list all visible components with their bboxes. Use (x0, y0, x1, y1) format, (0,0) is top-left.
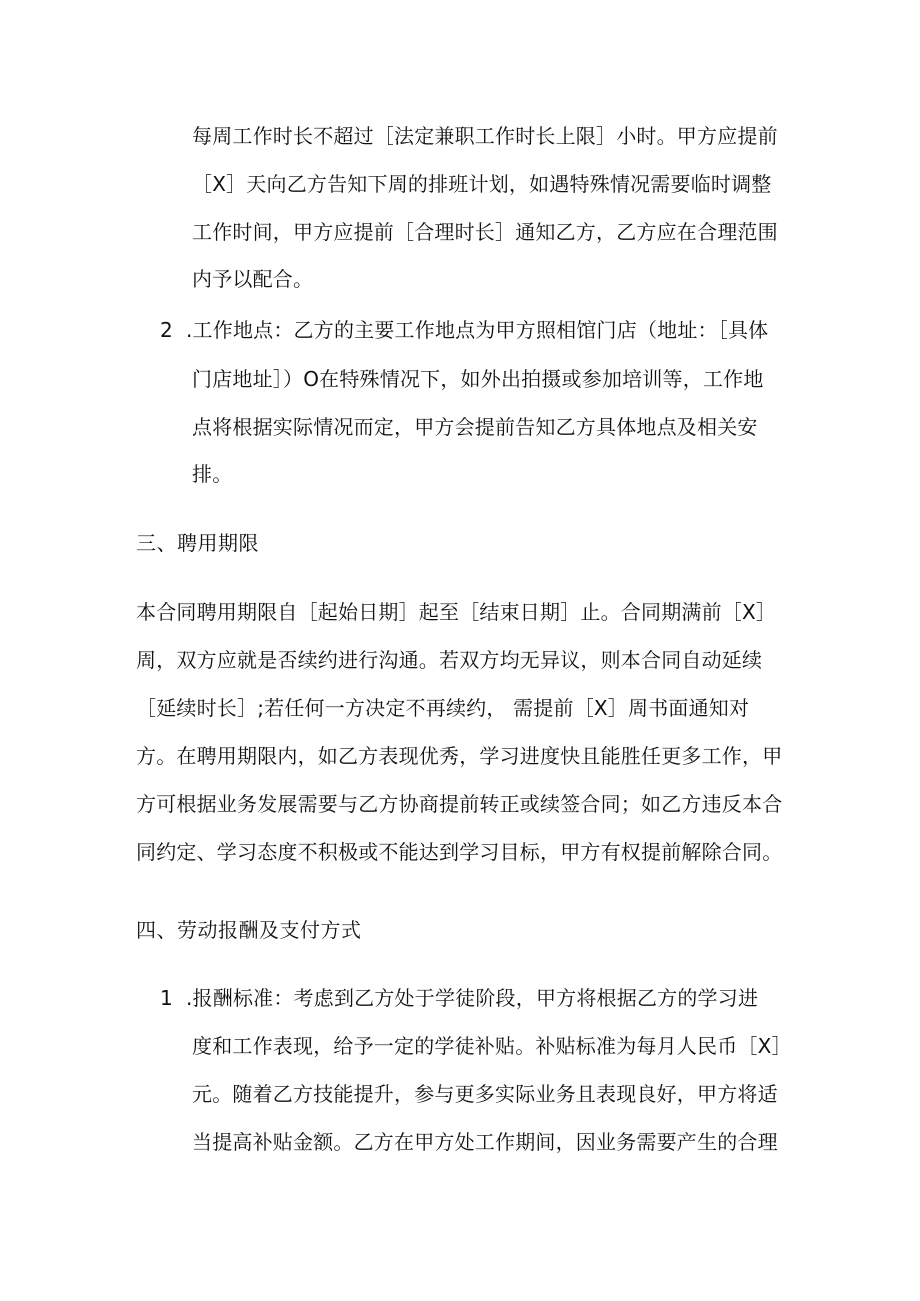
list-item-number: 1 (160, 986, 173, 1010)
paragraph-line: 方。在聘用期限内，如乙方表现优秀，学习进度快且能胜任更多工作，甲 (136, 744, 783, 768)
paragraph-line: 工作时间，甲方应提前［合理时长］通知乙方，乙方应在合理范围 (192, 220, 778, 244)
paragraph-line: ［X］天向乙方告知下周的排班计划，如遇特殊情况需要临时调整 (192, 172, 772, 196)
paragraph-line: ［延续时长］;若任何一方决定不再续约， 需提前［X］周书面通知对 (136, 696, 750, 720)
paragraph-line: 周，双方应就是否续约进行沟通。若双方均无异议，则本合同自动延续 (136, 648, 763, 672)
paragraph-line: 门店地址］）O在特殊情况下，如外出拍摄或参加培训等，工作地 (192, 367, 764, 391)
paragraph-line: 同约定、学习态度不积极或不能达到学习目标，甲方有权提前解除合同。 (136, 840, 783, 864)
paragraph-line: 元。随着乙方技能提升，参与更多实际业务且表现良好，甲方将适 (192, 1082, 778, 1106)
paragraph-line: 排。 (192, 462, 233, 486)
paragraph-line: .报酬标准：考虑到乙方处于学徒阶段，甲方将根据乙方的学习进 (186, 986, 759, 1010)
paragraph-line: 度和工作表现，给予一定的学徒补贴。补贴标准为每月人民币［X］ (192, 1034, 792, 1058)
paragraph-line: 方可根据业务发展需要与乙方协商提前转正或续签合同；如乙方违反本合 (136, 792, 783, 816)
paragraph-line: 本合同聘用期限自［起始日期］起至［结束日期］止。合同期满前［X］ (136, 600, 777, 624)
paragraph-line: 点将根据实际情况而定，甲方会提前告知乙方具体地点及相关安 (192, 415, 758, 439)
paragraph-line: 内予以配合。 (192, 267, 314, 291)
section-heading: 四、劳动报酬及支付方式 (136, 918, 362, 942)
list-item-number: 2 (160, 318, 173, 342)
paragraph-line: 当提高补贴金额。乙方在甲方处工作期间，因业务需要产生的合理 (192, 1130, 778, 1154)
paragraph-line: 每周工作时长不超过［法定兼职工作时长上限］小时。甲方应提前 (192, 124, 778, 148)
section-heading: 三、聘用期限 (136, 531, 259, 555)
paragraph-line: .工作地点：乙方的主要工作地点为甲方照相馆门店（地址：［具体 (186, 318, 769, 342)
